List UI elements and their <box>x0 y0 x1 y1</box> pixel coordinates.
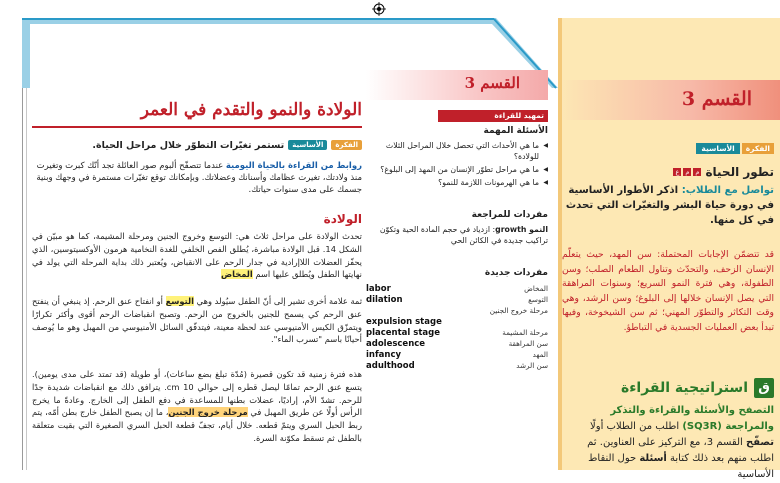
review-vocab-definition <box>372 224 548 246</box>
reading-link-label: روابط من القراءة بالحياة اليومية <box>225 161 362 171</box>
section-number-mid: القسم 3 <box>464 74 520 92</box>
list-item: ◀ ما هي مراحل تطوّر الإنسان من المهد إلى البلوغ؟ <box>372 164 548 175</box>
new-vocab-heading: مفردات جديدة <box>484 268 548 278</box>
main-idea-tag-basic: الأساسية <box>288 140 327 150</box>
level-tag: م <box>695 168 700 176</box>
list-item <box>366 328 548 339</box>
paragraph-1-text: تحدث الولادة على مراحل ثلاث هي: التوسع وخروج الجنين ومرحلة المشيمة، كما هو مبيّن في الشكل 14. قبل الولادة مباشرة، يُطلق الفص الخلفي للغدة النخامية هرمون الأوكسيتوسين، الذي يحفّز العضلات اللاإرادية في جدار الرحم على الانقباض، ويُعتبر ذلك بداية المرحلة التي يولد في نهايتها الطفل ويُطلق عليها اسم <box>32 231 362 280</box>
reading-link-paragraph <box>32 160 362 196</box>
vocab-english: dilation <box>366 295 403 305</box>
vocab-arabic: مرحلة خروج الجنين <box>489 306 548 315</box>
main-article <box>32 100 362 470</box>
list-item <box>366 339 548 350</box>
section-number-right: القسم 3 <box>681 88 752 110</box>
paragraph-2-text-b: أو انفتاح عنق الرحم. إذ ينبغي أن ينفتح عنق الرحم كي يسمح للجنين بالخروج من الرحم. وتصبح انقباضات الرحم أقوى وأكثر تكرارًا ويتمزّق الكيس الأمنيوسي عند لحظة معينة، فيتدفّق السائل الأمنيوسي من المهبل وهو ما يُوصف أحيانًا باسم "تسرب الماء". <box>32 296 362 345</box>
main-idea-text: تستمر تغيّرات التطوّر خلال مراحل الحياة. <box>92 139 285 151</box>
review-definition: : ازدياد في حجم المادة الحية وتكوّن تراكيب جديدة في الكائن الحي <box>379 225 548 245</box>
paragraph-2-text-a: ثمة علامة أخرى تشير إلى أنّ الطفل سيُولد وهي <box>196 296 363 306</box>
discussion-question-lead: تواصل مع الطلاب: <box>681 185 774 196</box>
possible-answers: قد تتضمّن الإجابات المحتملة: سن المهد، حيث يتعلّم الإنسان الزحف، والتحدّث وتناول الطعام الصلب؛ وسن الطفولة، وهي فترة النمو السريع؛ وسنوات المراهقة التي يصل الإنسان خلالها إلى البلوغ؛ وسن الرشد، وهي وقت التكاثر والتطوّر المهني؛ ثم سن الشيخوخة، وفيها تبدأ بعض العمليات الجسدية في التباطؤ. <box>562 249 774 333</box>
review-term: النمو growth <box>495 225 548 234</box>
vocab-list <box>366 284 548 372</box>
strategy-text-b: اطلب من الطلاب أولًا <box>590 421 683 432</box>
paragraph-3 <box>32 368 362 445</box>
reading-strategy-title: استراتيجية القراءة <box>621 380 748 396</box>
sq3r-name: التصفح والأسئلة والقراءة والتذكر والمراجعة (SQ3R) <box>610 405 774 432</box>
strategy-text-d: القسم 3، مع التركيز على العناوين. ثم اطلب منهم بعد ذلك كتابة <box>587 437 774 464</box>
level-tag: ع <box>675 168 680 176</box>
paragraph-3-text-a: هذه فترة زمنية قد تكون قصيرة (مُدّة تبلغ بضع ساعات)، أو طويلة (قد تمتد على مدى يومين). يتسع عنق الرحم تمامًا ليصل قطره إلى حوالي 10 cm. يترافق ذلك مع انقباضات شديدة جدًا للرحم. تشدّ الأم، إراديًا، عضلات بطنها للمساعدة في دفع الطفل إلى الخارج. وعادةً ما يخرج الرأس أولًا عن طريق المهبل في <box>32 369 363 418</box>
reading-link-text: عندما تتصفّح ألبوم صور العائلة تجد أنّك كبرت وتغيرت منذ ولادتك، تغيرت عظامك وأسنانك وعضلاتك. وبإمكانك توقع تغيّرات مستمرة في وجهك وبنية جسمك على مدى سنوات حياتك. <box>36 161 362 195</box>
term-expulsion-stage: مرحلة خروج الجنين <box>168 407 248 418</box>
list-item: ◀ ما هي الأحداث التي تحصل خلال المراحل الثلاث للولادة؟ <box>372 140 548 162</box>
main-idea-tag: الفكرة <box>331 140 362 150</box>
reading-strategy-text <box>562 403 774 483</box>
discussion-question-text: اذكر الأطوار الأساسية في دورة حياة البشر والتغيّرات التي تحدث في كل منها. <box>565 185 774 226</box>
term-labor: المخاض <box>220 269 253 280</box>
right-idea-tag-basic: الأساسية <box>696 143 739 154</box>
list-item <box>366 295 548 306</box>
title-underline <box>32 126 362 128</box>
strategy-text-e: أسئلة <box>639 453 667 464</box>
vocab-english: infancy <box>366 350 402 360</box>
essential-questions-list <box>372 140 548 190</box>
paragraph-2 <box>32 295 362 346</box>
right-idea-tag: الفكرة <box>742 143 774 154</box>
list-item: ◀ ما هي الهرمونات اللازمة للنمو؟ <box>372 177 548 188</box>
teacher-column-edge <box>558 18 562 470</box>
vocab-arabic: المخاض <box>524 284 548 293</box>
life-development-heading: تطور الحياة <box>705 165 774 179</box>
life-development-heading-row <box>564 165 774 179</box>
main-idea-row <box>32 136 362 154</box>
list-item <box>366 317 548 328</box>
vocab-arabic: سن الرشد <box>516 361 548 370</box>
article-title: الولادة والنمو والتقدم في العمر <box>140 100 362 120</box>
strategy-text-c: تصفّح <box>745 437 774 448</box>
review-vocab-heading: مفردات للمراجعة <box>471 210 548 220</box>
teacher-notes-column <box>558 18 780 480</box>
list-item <box>366 284 548 295</box>
list-item <box>366 350 548 361</box>
list-item <box>366 306 548 317</box>
vocab-english: expulsion stage <box>366 317 442 327</box>
right-idea-tags <box>696 143 774 154</box>
registration-mark-icon <box>372 2 386 16</box>
vocab-arabic: المهد <box>532 350 548 359</box>
vocab-english: adolescence <box>366 339 426 349</box>
paragraph-3-text-b: ، ما إن يصبح الطفل خارج بطن أمّه، يتم ربط الحبل السري ويتمّ قطعه. خلال أيام، تجفّ قطعة الحبل السري الصغيرة التي بقيت متعلقة بالطفل ثم تسقط مكوّنة السرة. <box>32 407 362 443</box>
reading-preview-column <box>366 56 548 470</box>
vocab-arabic: التوسع <box>528 295 548 304</box>
section-heading-birth: الولادة <box>323 212 362 226</box>
level-tag: م <box>685 168 690 176</box>
vocab-english: placental stage <box>366 328 440 338</box>
level-tags <box>673 168 701 176</box>
term-dilation: التوسع <box>165 296 194 306</box>
vocab-arabic: سن المراهقة <box>508 339 548 348</box>
vocab-english: labor <box>366 284 391 294</box>
strategy-text-f: حول النقاط الأساسية <box>588 453 774 480</box>
essential-questions-heading: الأسئلة المهمة <box>483 126 548 136</box>
discussion-question <box>562 183 774 228</box>
strategy-letter-badge: ق <box>754 378 774 398</box>
list-item <box>366 361 548 372</box>
reading-preview-label: تمهيد للقراءة <box>438 110 548 122</box>
vocab-arabic: مرحلة المشيمة <box>502 328 548 337</box>
reading-strategy-header <box>562 378 774 398</box>
vocab-english: adulthood <box>366 361 415 371</box>
paragraph-1 <box>32 230 362 281</box>
